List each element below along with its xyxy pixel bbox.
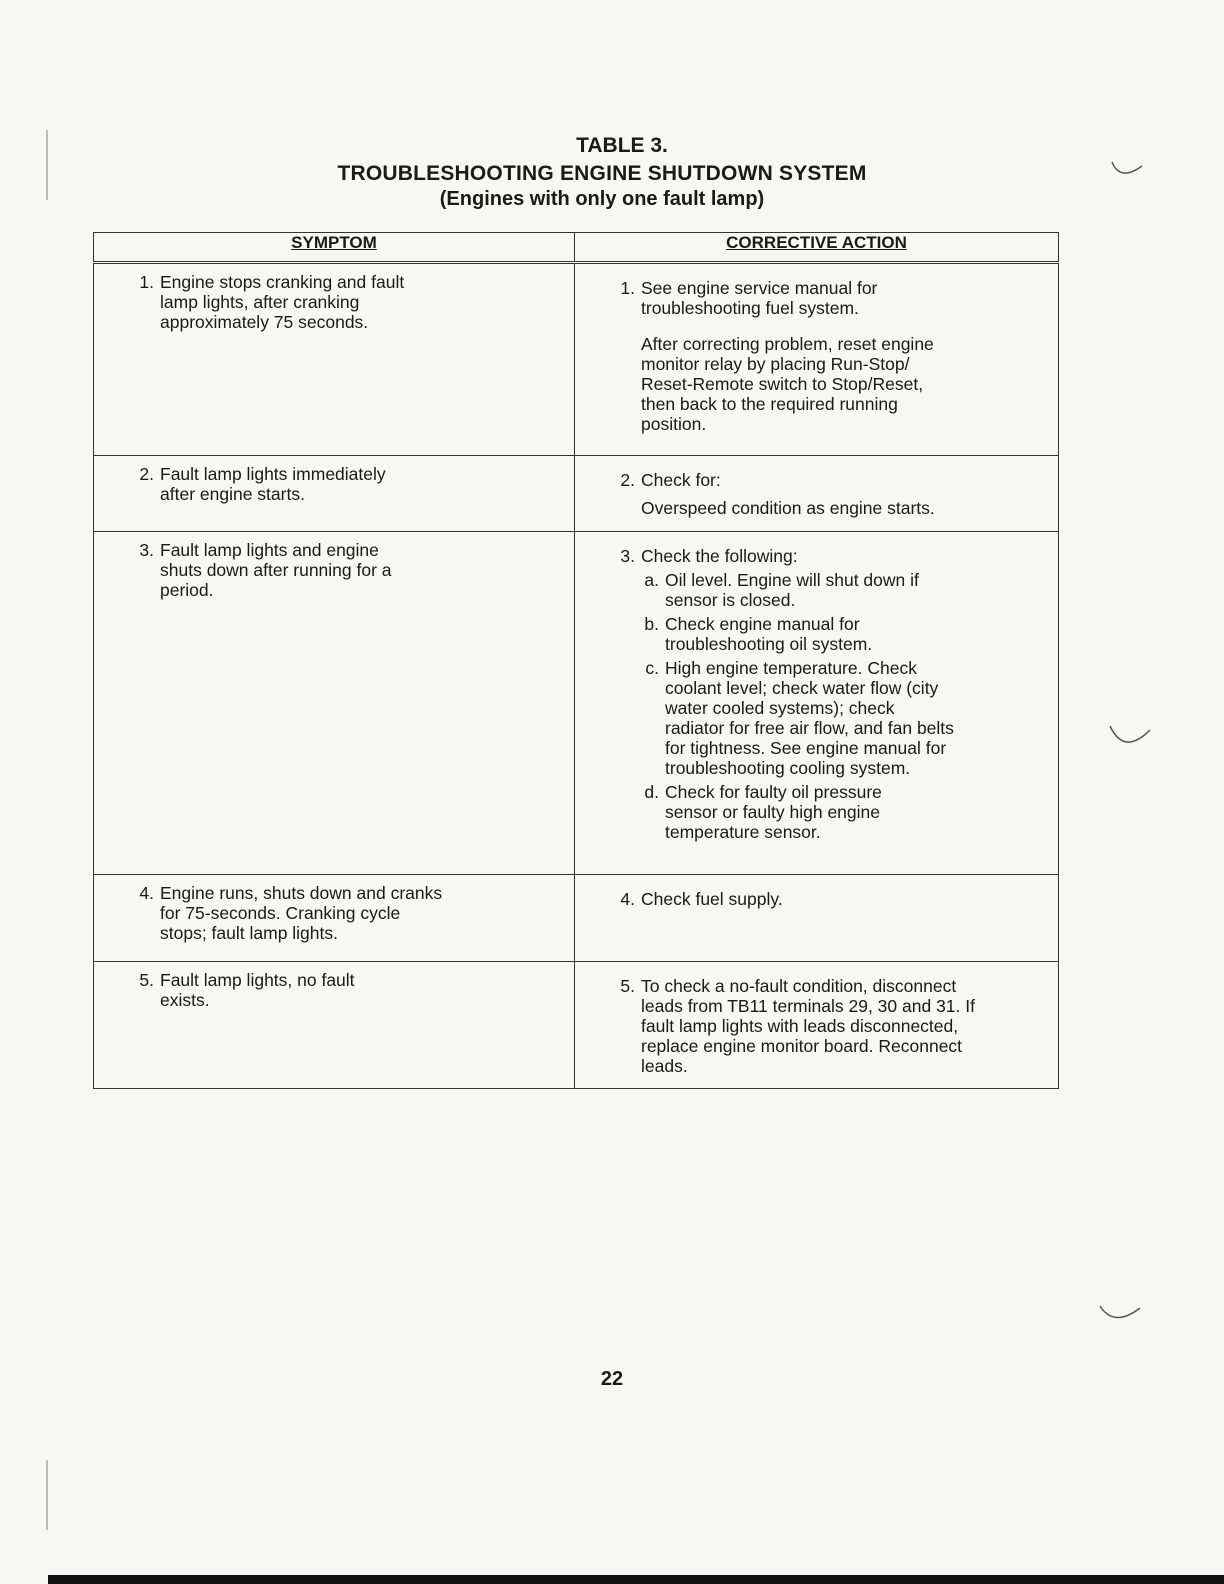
- page-number: 22: [600, 1368, 624, 1390]
- symptom-header: SYMPTOM: [94, 233, 575, 263]
- action-cell: [575, 532, 1059, 875]
- sub-item: [575, 658, 1048, 778]
- action-text: Check fuel supply.: [641, 889, 783, 909]
- item-number: 2.: [620, 470, 635, 490]
- item-number: 1.: [139, 272, 154, 292]
- scan-bottom-edge: [48, 1575, 1224, 1584]
- action-cell: [575, 962, 1059, 1089]
- table-row: [94, 456, 1059, 532]
- symptom-text: Fault lamp lights immediately after engine starts.: [160, 464, 386, 504]
- action-text: See engine service manual for troubleshooting fuel system.: [641, 278, 878, 318]
- action-note: Overspeed condition as engine starts.: [641, 498, 935, 518]
- corrective-action-header: CORRECTIVE ACTION: [575, 233, 1059, 263]
- table-row: [94, 962, 1059, 1089]
- scan-edge-line: [46, 130, 48, 200]
- symptom-text: Engine runs, shuts down and cranks for 75-seconds. Cranking cycle stops; fault lamp lights.: [160, 883, 443, 943]
- sub-item: [575, 782, 1048, 842]
- symptom-cell: [94, 532, 575, 875]
- item-number: 5.: [620, 976, 635, 996]
- sub-item: [575, 570, 1048, 610]
- binder-hole-mark: [1106, 716, 1154, 756]
- binder-hole-mark: [1096, 1300, 1144, 1330]
- sub-item-letter: a.: [644, 570, 659, 590]
- symptom-text: Engine stops cranking and fault lamp lights, after cranking approximately 75 seconds.: [160, 272, 405, 332]
- sub-item-text: High engine temperature. Check coolant level; check water flow (city water cooled systems); check radiator for free air flow, and fan belts for tightness. See engine manual for troubleshooting cooling system.: [665, 658, 954, 778]
- table-qualifier: (Engines with only one fault lamp): [439, 188, 765, 210]
- item-number: 4.: [620, 889, 635, 909]
- scan-edge-line: [46, 1460, 48, 1530]
- item-number: 3.: [139, 540, 154, 560]
- action-text: To check a no-fault condition, disconnect leads from TB11 terminals 29, 30 and 31. If fault lamp lights with leads disconnected, replace engine monitor board. Reconnect leads.: [641, 976, 975, 1076]
- symptom-cell: [94, 263, 575, 456]
- symptom-cell: [94, 962, 575, 1089]
- table-subtitle: TROUBLESHOOTING ENGINE SHUTDOWN SYSTEM: [337, 162, 867, 185]
- item-number: 2.: [139, 464, 154, 484]
- action-note: After correcting problem, reset engine monitor relay by placing Run-Stop/ Reset-Remote switch to Stop/Reset, then back to the required running position.: [641, 334, 934, 434]
- item-number: 1.: [620, 278, 635, 298]
- action-text: Check the following:: [641, 546, 798, 566]
- action-cell: [575, 456, 1059, 532]
- table-row: [94, 263, 1059, 456]
- symptom-text: Fault lamp lights and engine shuts down after running for a period.: [160, 540, 392, 600]
- troubleshooting-table: [93, 232, 1059, 1089]
- sub-item-text: Check for faulty oil pressure sensor or faulty high engine temperature sensor.: [665, 782, 882, 842]
- sub-item-letter: c.: [645, 658, 659, 678]
- table-title: TABLE 3.: [576, 134, 668, 157]
- sub-item-letter: d.: [644, 782, 659, 802]
- action-text: Check for:: [641, 470, 721, 490]
- table-row: [94, 875, 1059, 962]
- symptom-cell: [94, 875, 575, 962]
- item-number: 5.: [139, 970, 154, 990]
- item-number: 3.: [620, 546, 635, 566]
- binder-hole-mark: [1108, 156, 1148, 186]
- table-header-row: [94, 233, 1059, 263]
- sub-item: [575, 614, 1048, 654]
- action-cell: [575, 875, 1059, 962]
- table-row: [94, 532, 1059, 875]
- action-cell: [575, 263, 1059, 456]
- sub-item-letter: b.: [644, 614, 659, 634]
- symptom-cell: [94, 456, 575, 532]
- item-number: 4.: [139, 883, 154, 903]
- sub-item-text: Check engine manual for troubleshooting oil system.: [665, 614, 873, 654]
- symptom-text: Fault lamp lights, no fault exists.: [160, 970, 355, 1010]
- sub-item-text: Oil level. Engine will shut down if sensor is closed.: [665, 570, 919, 610]
